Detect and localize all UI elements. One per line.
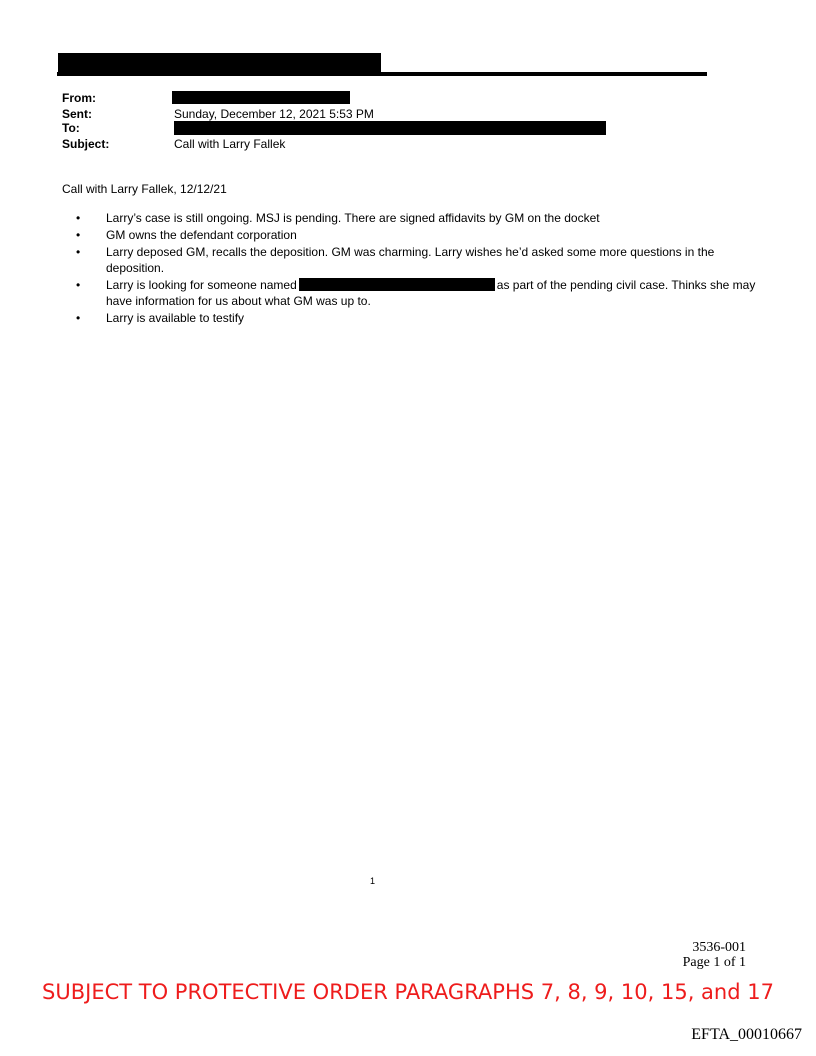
notes-list: [62, 210, 766, 327]
document-code: 3536-001: [692, 940, 746, 955]
from-redaction: [172, 91, 350, 104]
list-item: • Larry’s case is still ongoing. MSJ is pending. There are signed affidavits by GM on the docket: [106, 210, 766, 226]
subject-label: Subject:: [62, 137, 110, 151]
to-redaction: [174, 121, 606, 135]
page-of-label: Page 1 of 1: [682, 955, 746, 970]
list-item-text-after: as part of the pending civil case. Thinks she may have information for us about what GM was up to.: [106, 278, 756, 308]
header-redaction: [58, 53, 381, 72]
sent-value: Sunday, December 12, 2021 5:53 PM: [174, 107, 374, 121]
protective-order-notice: SUBJECT TO PROTECTIVE ORDER PARAGRAPHS 7, 8, 9, 10, 15, and 17: [42, 980, 774, 1004]
list-item-text-before: Larry is looking for someone named: [106, 278, 297, 292]
document-id-block: [683, 940, 746, 970]
to-label: To:: [62, 121, 80, 135]
intro-line: Call with Larry Fallek, 12/12/21: [62, 182, 227, 196]
name-redaction: [299, 278, 495, 291]
subject-value: Call with Larry Fallek: [174, 137, 286, 151]
page-number: 1: [370, 876, 376, 886]
list-item: • GM owns the defendant corporation: [106, 227, 766, 243]
list-item: • Larry is available to testify: [106, 310, 766, 326]
list-item: [106, 277, 766, 309]
sent-label: Sent:: [62, 107, 92, 121]
from-label: From:: [62, 91, 96, 105]
list-item: • Larry deposed GM, recalls the deposition. GM was charming. Larry wishes he’d asked some more questions in the deposition.: [106, 244, 766, 276]
bates-number: EFTA_00010667: [691, 1026, 802, 1043]
header-rule: [57, 72, 707, 76]
